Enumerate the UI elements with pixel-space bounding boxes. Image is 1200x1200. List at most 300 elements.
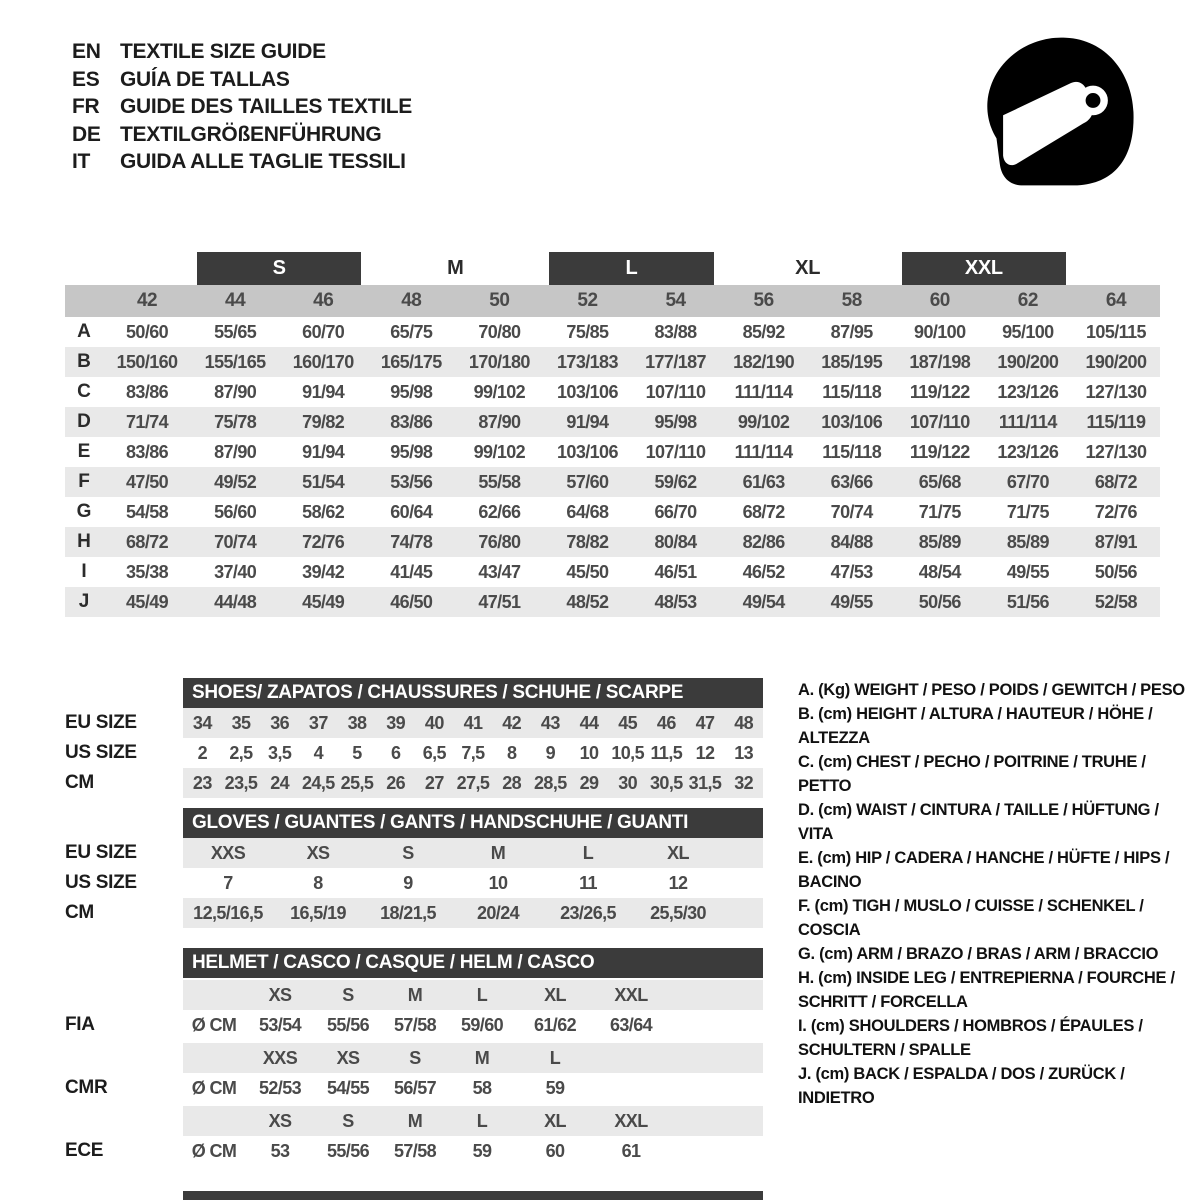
language-code: EN [72, 40, 101, 63]
size-cell: 91/94 [302, 382, 345, 402]
size-cell: 30 [618, 773, 638, 793]
language-title: TEXTILE SIZE GUIDE [120, 40, 326, 63]
gloves-section-header: GLOVES / GUANTES / GANTS / HANDSCHUHE / GUANTI [183, 808, 763, 838]
language-code: ES [72, 67, 100, 91]
legend-item: J. (cm) BACK / ESPALDA / DOS / ZURÜCK / INDIETRO [798, 1065, 1125, 1107]
language-row [72, 93, 412, 121]
size-group-row [65, 252, 1160, 285]
size-cell: 78/82 [566, 532, 609, 552]
size-cell: 12,5/16,5 [193, 903, 263, 923]
shoes-section [65, 678, 763, 798]
size-cell: 9 [403, 873, 413, 893]
language-title: GUIDE DES TAILLES TEXTILE [120, 95, 412, 118]
size-cell: 37/40 [214, 562, 257, 582]
helmet-size-row [65, 1106, 763, 1136]
size-cell: 68/72 [126, 532, 169, 552]
shoes-row [65, 768, 763, 798]
size-cell: 35 [231, 713, 251, 733]
size-cell: 59 [545, 1078, 565, 1098]
size-cell: 8 [313, 873, 323, 893]
size-cell: 115/118 [822, 442, 882, 462]
size-cell: 123/126 [997, 382, 1059, 402]
size-cell: 47/53 [830, 562, 873, 582]
size-cell: 83/86 [126, 442, 169, 462]
size-cell: 75/78 [214, 412, 257, 432]
size-label: L [549, 1048, 561, 1068]
language-row [72, 66, 412, 94]
size-cell: 111/114 [734, 382, 793, 402]
size-cell: 50/60 [126, 322, 169, 342]
size-cell: 66/70 [654, 502, 697, 522]
size-cell: 54/55 [326, 1078, 370, 1098]
size-cell: 41 [463, 713, 483, 733]
unit-spacer [183, 1043, 245, 1073]
numeric-size-band [65, 285, 1160, 317]
size-cell: 115/118 [822, 382, 882, 402]
size-cell: 74/78 [390, 532, 433, 552]
legend-item: E. (cm) HIP / CADERA / HANCHE / HÜFTE / HIPS / BACINO [798, 849, 1170, 891]
size-cell: 99/102 [473, 442, 526, 462]
size-cell: 50/56 [1094, 562, 1137, 582]
size-cell: 25,5/30 [650, 903, 706, 923]
shoes-rows [65, 708, 763, 798]
shoes-values [183, 738, 763, 768]
size-cell: 95/98 [390, 382, 433, 402]
size-cell: 44 [579, 713, 599, 733]
apparel-size-header [65, 252, 1160, 317]
size-cell: 56/57 [393, 1078, 437, 1098]
size-group-m: M [447, 257, 464, 279]
size-cell: 71/75 [918, 502, 961, 522]
size-cell: 119/122 [909, 442, 970, 462]
gloves-section [65, 808, 763, 928]
size-label: S [342, 1111, 354, 1131]
size-cell: 57/60 [566, 472, 609, 492]
size-cell: L [582, 843, 594, 863]
size-cell: 115/119 [1086, 412, 1146, 432]
size-cell: 103/106 [557, 382, 618, 402]
language-code: DE [72, 122, 101, 146]
size-cell: 91/94 [566, 412, 609, 432]
size-label: M [407, 985, 423, 1005]
size-cell: 55/65 [214, 322, 257, 342]
size-cell: 107/110 [645, 442, 706, 462]
size-label: XS [336, 1048, 360, 1068]
size-cell: 48/53 [654, 592, 697, 612]
row-label: CM [65, 902, 94, 923]
size-cell: 38 [347, 713, 367, 733]
size-cell: 83/86 [126, 382, 169, 402]
size-cell: 35/38 [126, 562, 169, 582]
size-cell: 48/54 [918, 562, 961, 582]
row-letter: A [77, 321, 91, 342]
size-cell: 53 [270, 1141, 290, 1161]
legend-item: B. (cm) HEIGHT / ALTURA / HAUTEUR / HÖHE / ALTEZZA [798, 705, 1153, 747]
size-cell: 63/64 [609, 1015, 653, 1035]
shoes-values [183, 768, 763, 798]
size-cell: 75/85 [566, 322, 609, 342]
size-cell: 51/54 [302, 472, 345, 492]
size-cell: 57/58 [393, 1141, 437, 1161]
legend-item: D. (cm) WAIST / CINTURA / TAILLE / HÜFTUNG / VITA [798, 801, 1159, 843]
size-cell: 71/75 [1006, 502, 1049, 522]
size-cell: 87/90 [478, 412, 521, 432]
gloves-values [183, 838, 763, 868]
size-cell: 83/86 [390, 412, 433, 432]
row-letter: H [77, 531, 91, 552]
size-cell: 11,5 [650, 743, 683, 763]
language-row [72, 148, 412, 176]
size-cell: 44/48 [214, 592, 257, 612]
row-letter: B [77, 351, 91, 372]
numeric-size: 48 [401, 290, 422, 311]
size-cell: 85/92 [742, 322, 785, 342]
size-cell: 49/52 [214, 472, 257, 492]
size-cell: 42 [502, 713, 522, 733]
size-cell: 52/53 [258, 1078, 302, 1098]
row-label [65, 980, 183, 1010]
language-code: IT [72, 150, 91, 173]
size-cell: 36 [270, 713, 290, 733]
size-cell: 103/106 [821, 412, 883, 432]
size-cell: 67/70 [1006, 472, 1049, 492]
size-cell: 39 [386, 713, 406, 733]
size-cell: 60/70 [302, 322, 345, 342]
helmet-section [65, 948, 763, 1169]
size-group-s: S [197, 252, 361, 285]
size-cell: 6 [390, 743, 401, 763]
size-cell: 23,5 [224, 773, 258, 793]
size-cell: 57/58 [393, 1015, 437, 1035]
unit-label: Ø CM [191, 1141, 237, 1161]
size-cell: 2,5 [229, 743, 253, 763]
helmet-size-labels [183, 980, 763, 1010]
shoes-values [183, 708, 763, 738]
numeric-size: 54 [665, 290, 686, 311]
size-cell: 111/114 [734, 442, 793, 462]
size-cell: 190/200 [997, 352, 1059, 372]
size-cell: 46/50 [390, 592, 433, 612]
size-cell: 55/56 [326, 1015, 370, 1035]
measurement-legend [798, 678, 1196, 1110]
size-cell: 7,5 [461, 743, 485, 763]
size-cell: 63/66 [830, 472, 873, 492]
size-cell: 24,5 [302, 773, 335, 793]
size-cell: 95/98 [654, 412, 697, 432]
measurement-row-A [65, 317, 1160, 347]
legend-item: I. (cm) SHOULDERS / HOMBROS / ÉPAULES / SCHULTERN / SPALLE [798, 1017, 1143, 1059]
helmet-rows [65, 980, 763, 1166]
language-title: TEXTILGRÖßENFÜHRUNG [120, 122, 382, 146]
size-cell: 127/130 [1085, 442, 1147, 462]
size-cell: 18/21,5 [380, 903, 436, 923]
size-cell: 61/62 [533, 1015, 577, 1035]
size-label: XS [268, 985, 292, 1005]
measurement-row-H [65, 527, 1160, 557]
size-cell: 45/49 [126, 592, 169, 612]
size-cell: 68/72 [1094, 472, 1137, 492]
size-cell: 10 [488, 873, 508, 893]
measurement-row-E [65, 437, 1160, 467]
size-cell: 60/64 [390, 502, 433, 522]
size-cell: 99/102 [737, 412, 790, 432]
size-cell: 80/84 [654, 532, 697, 552]
row-label: EU SIZE [65, 842, 137, 863]
size-label: L [476, 985, 488, 1005]
size-cell: 40 [424, 713, 444, 733]
size-cell: 6,5 [422, 743, 446, 763]
size-cell: 47 [695, 713, 715, 733]
size-cell: 5 [352, 743, 362, 763]
size-cell: 30,5 [650, 773, 683, 793]
size-cell: 59 [472, 1141, 492, 1161]
size-cell: 99/102 [473, 382, 526, 402]
row-label: US SIZE [65, 872, 137, 893]
helmet-section-header: HELMET / CASCO / CASQUE / HELM / CASCO [183, 948, 763, 978]
size-cell: XS [306, 843, 330, 863]
gloves-row [65, 838, 763, 868]
size-cell: 28 [502, 773, 522, 793]
size-cell: 41/45 [390, 562, 433, 582]
size-cell: 68/72 [742, 502, 785, 522]
size-cell: XXS [210, 843, 246, 863]
size-cell: 45/49 [302, 592, 345, 612]
size-cell: 107/110 [909, 412, 970, 432]
helmet-size-labels [183, 1043, 763, 1073]
size-cell: 13 [734, 743, 754, 763]
size-cell: 182/190 [733, 352, 795, 372]
size-cell: 31,5 [688, 773, 722, 793]
size-cell: 83/88 [654, 322, 697, 342]
size-group-xl: XL [795, 257, 821, 279]
measurement-row-C [65, 377, 1160, 407]
size-cell: 107/110 [645, 382, 706, 402]
size-cell: 49/55 [1006, 562, 1049, 582]
size-label: XXL [614, 1111, 648, 1131]
helmet-size-labels [183, 1106, 763, 1136]
size-cell: 62/66 [478, 502, 521, 522]
size-cell: 2 [197, 743, 208, 763]
unit-spacer [183, 980, 245, 1010]
size-cell: 65/68 [918, 472, 961, 492]
size-cell: 4 [313, 743, 324, 763]
row-letter: J [78, 591, 90, 612]
size-cell: 10,5 [611, 743, 644, 763]
size-label: XS [268, 1111, 292, 1131]
size-cell: 43/47 [478, 562, 521, 582]
size-cell: 46/51 [654, 562, 697, 582]
language-title: GUÍA DE TALLAS [120, 67, 290, 91]
size-cell: 12 [695, 743, 715, 763]
size-group-l: L [549, 252, 713, 285]
size-label: M [474, 1048, 490, 1068]
size-cell: 10 [579, 743, 599, 763]
size-cell: 72/76 [302, 532, 345, 552]
measurement-row-J [65, 587, 1160, 617]
size-cell: 3,5 [268, 743, 292, 763]
row-letter: I [81, 561, 87, 582]
size-cell: 95/98 [390, 442, 433, 462]
legend-item: H. (cm) INSIDE LEG / ENTREPIERNA / FOURCHE / SCHRITT / FORCELLA [798, 969, 1175, 1011]
size-cell: XL [667, 843, 689, 863]
size-cell: 58 [472, 1078, 492, 1098]
size-cell: 87/90 [214, 442, 257, 462]
shoes-row [65, 738, 763, 768]
row-letter: F [78, 471, 90, 492]
size-cell: 25,5 [340, 773, 374, 793]
size-cell: 58/62 [302, 502, 345, 522]
size-cell: 12 [668, 873, 688, 893]
size-cell: 64/68 [566, 502, 609, 522]
numeric-size: 64 [1105, 290, 1127, 311]
size-cell: 48/52 [566, 592, 609, 612]
racing-helmet-icon [980, 26, 1145, 198]
size-cell: 59/62 [654, 472, 697, 492]
size-cell [595, 1073, 667, 1103]
size-label: S [409, 1048, 421, 1068]
size-cell: 177/187 [645, 352, 706, 372]
size-group-xxl: XXL [902, 252, 1066, 285]
row-label: EU SIZE [65, 712, 137, 733]
size-cell: S [402, 843, 414, 863]
shoes-section-header: SHOES/ ZAPATOS / CHAUSSURES / SCHUHE / SCARPE [183, 678, 763, 708]
size-cell: 55/58 [478, 472, 521, 492]
size-cell: 51/56 [1006, 592, 1049, 612]
size-cell: 46/52 [742, 562, 785, 582]
size-cell: 87/95 [830, 322, 873, 342]
size-cell: 26 [386, 773, 406, 793]
row-letter: C [77, 381, 91, 402]
numeric-size: 62 [1017, 290, 1038, 311]
size-cell: 170/180 [468, 352, 530, 372]
language-title: GUIDA ALLE TAGLIE TESSILI [120, 150, 406, 173]
size-cell: 32 [734, 773, 754, 793]
helmet-value-row [65, 1010, 763, 1040]
size-cell: 70/80 [478, 322, 521, 342]
next-section-header-partial [183, 1191, 763, 1200]
size-cell: 28,5 [534, 773, 567, 793]
size-cell: 65/75 [390, 322, 433, 342]
size-cell: 127/130 [1085, 382, 1147, 402]
numeric-size: 56 [753, 290, 774, 311]
size-cell: 48 [734, 713, 754, 733]
size-cell: 53/56 [390, 472, 433, 492]
standard-label: ECE [65, 1140, 104, 1161]
size-cell: 46 [656, 713, 676, 733]
size-cell: 160/170 [292, 352, 354, 372]
size-cell: 52/58 [1094, 592, 1137, 612]
size-cell: 76/80 [478, 532, 521, 552]
size-label: XXS [262, 1048, 298, 1068]
numeric-size: 42 [136, 290, 158, 311]
size-cell: 47/50 [126, 472, 169, 492]
size-cell: 56/60 [214, 502, 257, 522]
legend-item: F. (cm) TIGH / MUSLO / CUISSE / SCHENKEL / COSCIA [798, 897, 1144, 939]
gloves-rows [65, 838, 763, 928]
row-letter: G [76, 501, 92, 522]
size-cell: 11 [579, 873, 597, 893]
size-cell: 16,5/19 [290, 903, 346, 923]
size-cell: 45/50 [566, 562, 609, 582]
size-cell: 91/94 [302, 442, 345, 462]
helmet-values [183, 1073, 763, 1103]
size-cell: 123/126 [997, 442, 1059, 462]
size-cell: 72/76 [1094, 502, 1137, 522]
size-cell: 87/91 [1094, 532, 1137, 552]
size-label: XL [544, 985, 566, 1005]
size-cell: 37 [308, 713, 328, 733]
size-cell: 85/89 [918, 532, 961, 552]
size-label: S [342, 985, 354, 1005]
size-cell: 49/54 [742, 592, 785, 612]
size-cell: 105/115 [1086, 322, 1146, 342]
size-cell: 54/58 [126, 502, 169, 522]
size-cell: 61 [621, 1141, 641, 1161]
size-cell: 7 [223, 873, 233, 893]
helmet-values [183, 1136, 763, 1166]
numeric-band-spacer [65, 285, 103, 317]
legend-item: C. (cm) CHEST / PECHO / POITRINE / TRUHE / PETTO [798, 753, 1146, 795]
language-row [72, 121, 412, 149]
legend-item: G. (cm) ARM / BRAZO / BRAS / ARM / BRACCIO [798, 945, 1159, 963]
row-letter: D [77, 411, 91, 432]
size-cell: 60 [545, 1141, 565, 1161]
size-cell: 49/55 [830, 592, 873, 612]
numeric-size: 60 [929, 290, 950, 311]
gloves-row [65, 898, 763, 928]
apparel-size-table [65, 317, 1160, 617]
helmet-values [183, 1010, 763, 1040]
size-cell: 155/165 [204, 352, 266, 372]
size-cell: 45 [618, 713, 638, 733]
size-label: XL [544, 1111, 566, 1131]
size-label [595, 1043, 667, 1073]
size-cell: 185/195 [821, 352, 883, 372]
size-cell: M [490, 843, 506, 863]
row-label: US SIZE [65, 742, 137, 763]
numeric-size: 44 [225, 290, 246, 311]
measurement-row-G [65, 497, 1160, 527]
measurement-row-D [65, 407, 1160, 437]
language-row [72, 38, 412, 66]
size-label: XXL [614, 985, 648, 1005]
size-cell: 55/56 [326, 1141, 370, 1161]
size-cell: 50/56 [918, 592, 961, 612]
size-cell: 84/88 [830, 532, 873, 552]
size-cell: 9 [545, 743, 556, 763]
size-cell: 111/114 [998, 412, 1057, 432]
size-cell: 150/160 [116, 352, 178, 372]
measurement-row-F [65, 467, 1160, 497]
size-cell: 190/200 [1085, 352, 1147, 372]
gloves-values [183, 898, 763, 928]
size-cell: 71/74 [126, 412, 169, 432]
measurement-row-I [65, 557, 1160, 587]
row-label: CM [65, 772, 94, 793]
size-cell: 43 [540, 713, 560, 733]
size-cell: 187/198 [909, 352, 971, 372]
size-cell: 119/122 [909, 382, 970, 402]
size-cell: 85/89 [1006, 532, 1049, 552]
size-cell: 8 [506, 743, 517, 763]
size-cell: 165/175 [380, 352, 442, 372]
helmet-value-row [65, 1136, 763, 1166]
size-cell: 95/100 [1002, 322, 1054, 342]
size-cell: 59/60 [460, 1015, 504, 1035]
size-cell: 70/74 [214, 532, 257, 552]
size-cell: 24 [270, 773, 290, 793]
helmet-size-row [65, 1043, 763, 1073]
